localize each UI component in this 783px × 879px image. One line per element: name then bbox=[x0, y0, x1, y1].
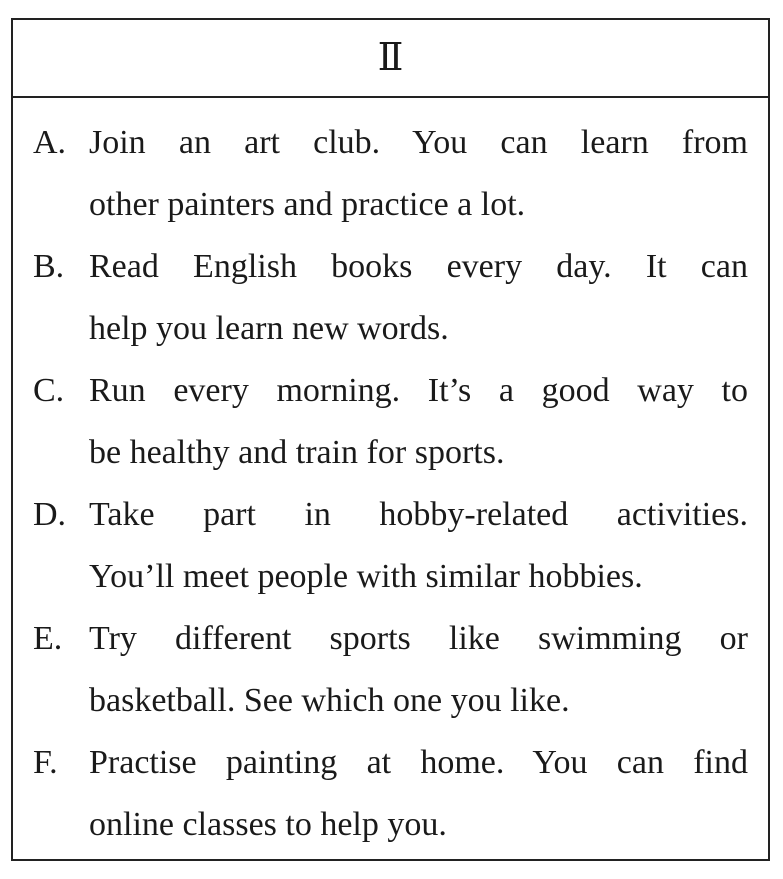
section-numeral: Ⅱ bbox=[377, 37, 401, 79]
option-text-line1: Practise painting at home. You can find bbox=[89, 744, 748, 781]
option-text-line2: You’ll meet people with similar hobbies. bbox=[89, 558, 643, 595]
option-a bbox=[33, 112, 748, 236]
option-text-line2: basketball. See which one you like. bbox=[89, 682, 570, 719]
option-f bbox=[33, 732, 748, 856]
option-text-line1: Join an art club. You can learn from bbox=[89, 124, 748, 161]
option-letter: B. bbox=[33, 248, 65, 285]
option-text-line1: Try different sports like swimming or bbox=[89, 620, 748, 657]
option-letter: A. bbox=[33, 124, 67, 161]
option-b bbox=[33, 236, 748, 360]
option-letter: F. bbox=[33, 744, 58, 781]
options-table bbox=[11, 18, 770, 861]
option-text-line2: help you learn new words. bbox=[89, 310, 449, 347]
option-e bbox=[33, 608, 748, 732]
option-d bbox=[33, 484, 748, 608]
option-text-line2: online classes to help you. bbox=[89, 806, 447, 843]
option-letter: C. bbox=[33, 372, 65, 409]
option-text-line2: other painters and practice a lot. bbox=[89, 186, 526, 223]
option-letter: E. bbox=[33, 620, 63, 657]
option-text-line1: Run every morning. It’s a good way to bbox=[89, 372, 748, 409]
option-text-line1: Read English books every day. It can bbox=[89, 248, 748, 285]
options-list bbox=[13, 98, 768, 856]
option-text-line2: be healthy and train for sports. bbox=[89, 434, 505, 471]
table-header bbox=[13, 20, 768, 98]
option-c bbox=[33, 360, 748, 484]
option-letter: D. bbox=[33, 496, 67, 533]
option-text-line1: Take part in hobby-related activities. bbox=[89, 496, 748, 533]
